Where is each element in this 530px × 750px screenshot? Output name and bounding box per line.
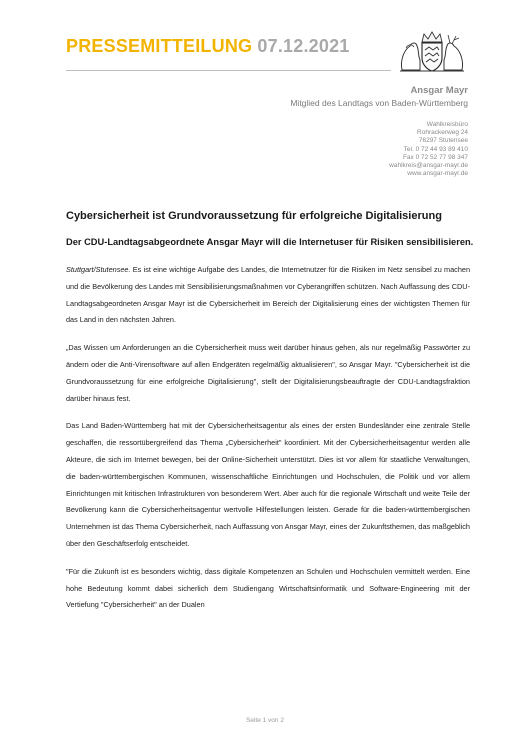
page-number: Seite 1 von 2 (246, 717, 284, 724)
paragraph-1 (66, 262, 470, 329)
baden-wuerttemberg-coat-of-arms-icon (396, 30, 468, 74)
address-office: Wahlkreisbüro (426, 121, 468, 128)
paragraph-4: "Für die Zukunft ist es besonders wichtig, dass digitale Kompetenzen an Schulen und Hochschulen vermittelt werden. Eine hohe Bedeutung kommt dabei sicherlich dem Studiengang Wirtschaftsinformatik und Software-Engineering mit der Vertiefung "Cybersicherheit" an der Dualen (66, 566, 470, 610)
sender-block (290, 84, 468, 109)
address-phone: Tel. 0 72 44 93 89 410 (403, 145, 468, 153)
paragraph-2: „Das Wissen um Anforderungen an die Cybersicherheit muss weit darüber hinaus gehen, als nur regelmäßig Passwörter zu ändern oder die Anti-Virensoftware auf allen Endgeräten regelmäßig aktualisieren", so Ansgar Mayr. "Cybersicherheit ist die Grundvoraussetzung für eine erfolgreiche Digitalisierung", stellt der Digitalisierungsbeauftragte der CDU-Landtagsfraktion darüber hinaus fest. (66, 343, 470, 403)
address-email: wahlkreis@ansgar-mayr.de (389, 162, 468, 170)
document-title (66, 36, 350, 57)
article-headline: Cybersicherheit ist Grundvoraussetzung für erfolgreiche Digitalisierung (66, 210, 442, 222)
paragraph-1-text: Es ist eine wichtige Aufgabe des Landes, die Internetnutzer für die Risiken im Netz sensibel zu machen und die Bevölkerung des Landes mit Sensibilisierungsmaßnahmen vor Cyberangriffen schützen. Nach Auffassung des CDU-Landtagsabgeordneten Ansgar Mayr ist die Cybersicherheit im Bereich der Digitalisierung eines der wichtigsten Themen für das Land in den nächsten Jahren. (66, 265, 470, 325)
sender-name: Ansgar Mayr (410, 85, 468, 96)
dateline-place: Stuttgart/Stutensee. (66, 265, 131, 274)
header-divider (66, 70, 391, 71)
sender-role: Mitglied des Landtags von Baden-Württemberg (290, 98, 468, 108)
article-subheadline: Der CDU-Landtagsabgeordnete Ansgar Mayr will die Internetuser für Risiken sensibilisieren. (66, 237, 474, 247)
article-body (66, 262, 470, 625)
address-website: www.ansgar-mayr.de (407, 170, 468, 178)
address-fax: Fax 0 72 52 77 98 347 (402, 153, 468, 161)
address-city: 76297 Stutensee (418, 137, 468, 145)
paragraph-3: Das Land Baden-Württemberg hat mit der Cybersicherheitsagentur als eines der ersten Bundesländer eine zentrale Stelle geschaffen, die ressortübergreifend das Thema „Cybersicherheit" koordiniert. Mit der Cybersicherheitsagentur werden alle Akteure, die sich im Internet bewegen, bei der Online-Sicherheit unterstützt. Dies ist vor allem für staatliche Verwaltungen, die baden-württembergischen Kommunen, wissenschaftliche Einrichtungen und Hochschulen, die Politik und vor allem Einrichtungen mit kritischen Infrastrukturen von besonderem Wert. Aber auch für die regionale Wirtschaft und weite Teile der Bevölkerung kann die Cybersicherheitsagentur wertvolle Hilfestellungen leisten. Gerade für die baden-württembergischen Unternehmen ist das Thema Cybersicherheit, nach Auffassung von Ansgar Mayr, eines der Zukunftsthemen, das maßgeblich über den Geschäftserfolg entscheidet. (66, 421, 470, 548)
title-date: 07.12.2021 (257, 36, 350, 56)
address-street: Rohrackerweg 24 (417, 129, 468, 137)
title-label: PRESSEMITTEILUNG (66, 36, 253, 56)
address-block (389, 121, 468, 178)
